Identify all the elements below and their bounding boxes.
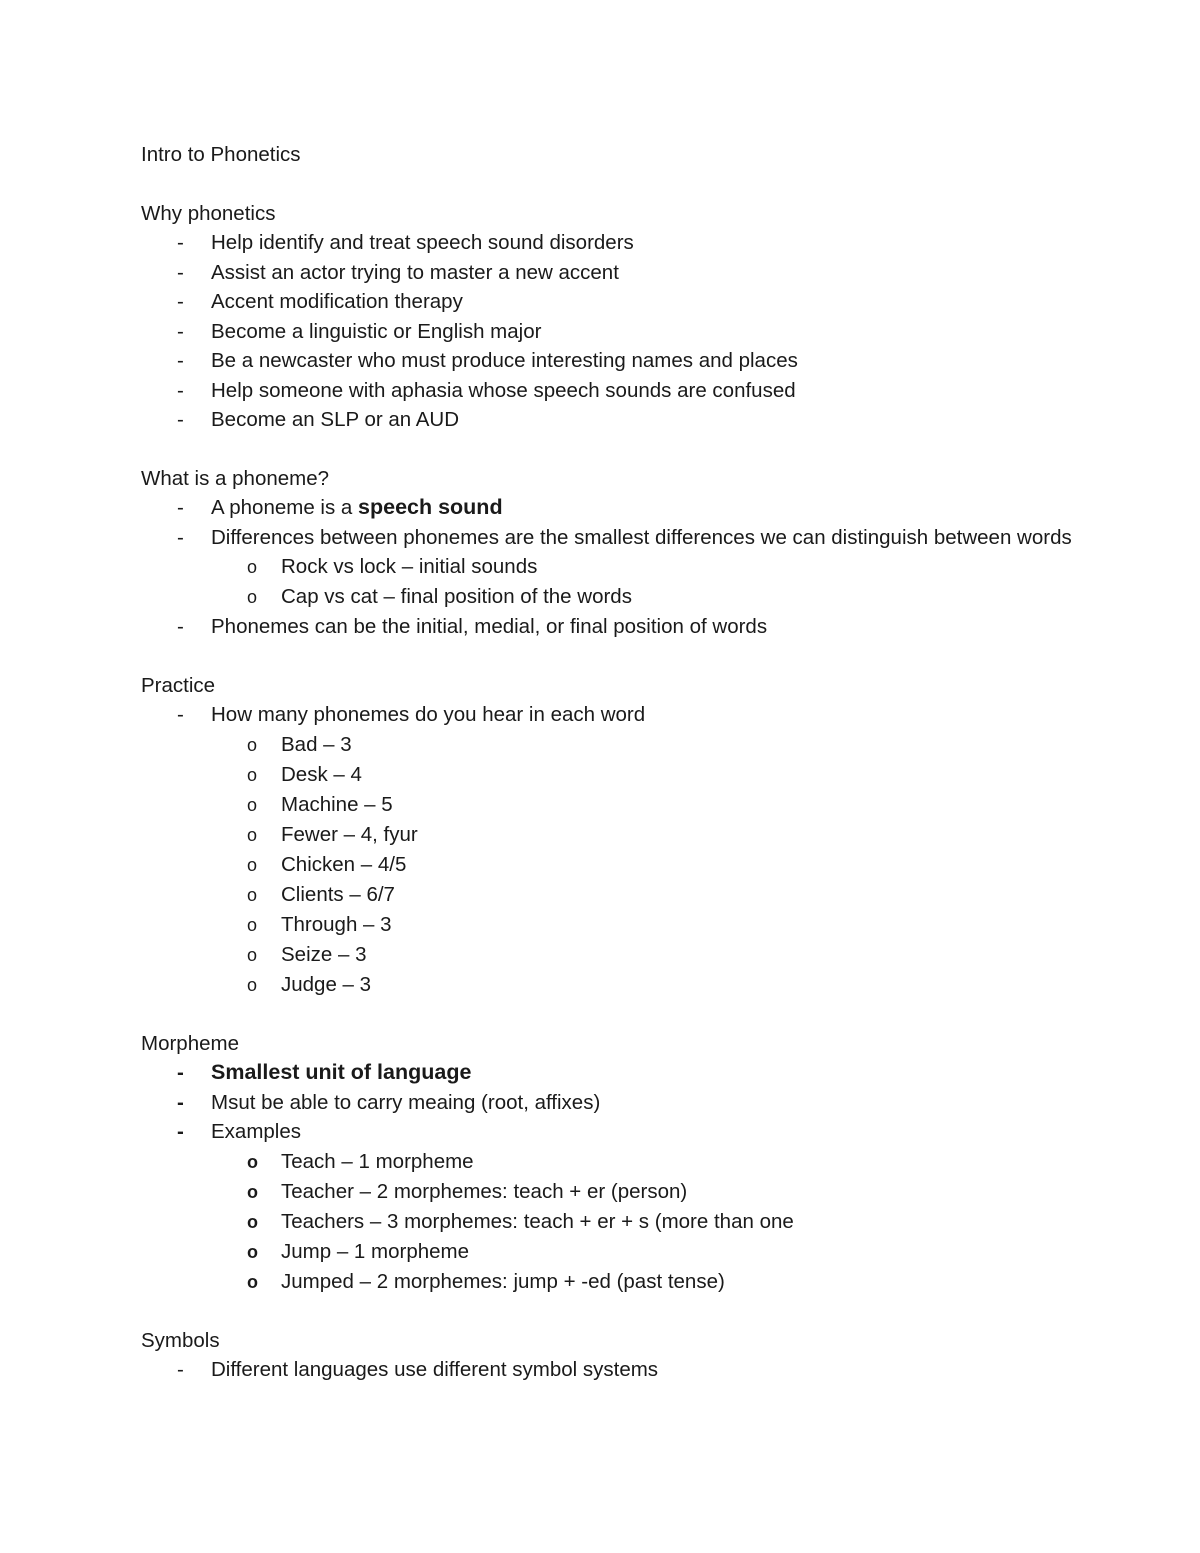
dash-marker: - [177, 260, 184, 284]
list-item-text: Become a linguistic or English major [211, 319, 542, 343]
list-item [141, 1355, 1081, 1385]
bold-term: speech sound [358, 495, 503, 519]
circle-marker: o [247, 914, 258, 935]
dash-marker: - [177, 319, 184, 343]
sub-list-item [211, 582, 1081, 612]
circle-marker: o [247, 1151, 258, 1172]
sub-list-item [211, 850, 1081, 880]
sub-list-item-text: Clients – 6/7 [281, 882, 395, 906]
bullet-list [141, 1058, 1081, 1297]
list-item-text: Differences between phonemes are the smallest differences we can distinguish between words [211, 525, 1072, 549]
list-item [141, 405, 1081, 435]
sub-bullet-list [211, 552, 1081, 612]
sub-list-item-text: Teach – 1 morpheme [281, 1149, 474, 1173]
sub-list-item [211, 940, 1081, 970]
sub-list-item [211, 1177, 1081, 1207]
sub-list-item-text: Machine – 5 [281, 792, 393, 816]
section-heading: Practice [141, 673, 216, 697]
bold-term: Smallest unit of language [211, 1060, 472, 1084]
list-item [141, 258, 1081, 288]
list-item-text: Help someone with aphasia whose speech sounds are confused [211, 378, 796, 402]
list-item-text: Become an SLP or an AUD [211, 408, 460, 431]
section-morpheme [141, 1029, 1081, 1297]
document-title: Intro to Phonetics [141, 143, 301, 166]
sub-list-item [211, 820, 1081, 850]
bullet-list [141, 700, 1081, 1000]
list-item [141, 317, 1081, 347]
dash-marker: - [177, 615, 184, 638]
list-item-text: A phoneme is a [211, 496, 359, 519]
sub-list-item [211, 1237, 1081, 1267]
list-item-text: Phonemes can be the initial, medial, or final position of words [211, 615, 768, 638]
list-item [141, 228, 1081, 258]
sub-list-item [211, 880, 1081, 910]
sub-list-item-text: Desk – 4 [281, 762, 362, 786]
circle-marker: o [247, 734, 258, 755]
list-item-text: Different languages use different symbol systems [211, 1358, 659, 1381]
dash-marker: - [177, 1120, 184, 1143]
dash-marker: - [177, 525, 184, 549]
sub-list-item-text: Jumped – 2 morphemes: jump + -ed (past tense) [281, 1269, 725, 1293]
dash-marker: - [177, 408, 184, 431]
circle-marker: o [247, 557, 258, 577]
sub-list-item [211, 730, 1081, 760]
sub-list-item-text: Judge – 3 [281, 972, 372, 996]
sub-list-item [211, 910, 1081, 940]
sub-list-item-text: Teacher – 2 morphemes: teach + er (person) [281, 1179, 688, 1203]
sub-list-item-text: Bad – 3 [281, 732, 352, 756]
circle-marker: o [247, 884, 258, 905]
sub-list-item-text: Through – 3 [281, 912, 392, 936]
list-item-text: Be a newcaster who must produce interesting names and places [211, 349, 798, 372]
dash-marker: - [177, 349, 184, 372]
dash-marker: - [177, 496, 184, 519]
list-item [141, 1117, 1081, 1297]
circle-marker: o [247, 824, 258, 845]
circle-marker: o [247, 794, 258, 815]
document-page [141, 140, 1081, 1414]
section-why-phonetics [141, 199, 1081, 435]
dash-marker: - [177, 378, 184, 402]
circle-marker: o [247, 587, 258, 607]
list-item [141, 376, 1081, 406]
section-heading: Symbols [141, 1328, 220, 1352]
sub-list-item [211, 1207, 1081, 1237]
sub-list-item-text: Fewer – 4, fyur [281, 822, 418, 846]
sub-bullet-list [211, 1147, 1081, 1297]
list-item [141, 1058, 1081, 1088]
circle-marker: o [247, 974, 258, 995]
dash-marker: - [177, 290, 184, 313]
list-item [141, 612, 1081, 642]
list-item-text: Examples [211, 1120, 302, 1143]
dash-marker: - [177, 1090, 184, 1114]
sub-list-item-text: Cap vs cat – final position of the words [281, 585, 632, 608]
list-item-text: Help identify and treat speech sound disorders [211, 231, 634, 254]
bullet-list [141, 228, 1081, 435]
list-item [141, 523, 1081, 613]
sub-list-item [211, 790, 1081, 820]
section-heading: Why phonetics [141, 201, 276, 225]
section-heading: What is a phoneme? [141, 466, 330, 490]
section-what-is-phoneme [141, 464, 1081, 642]
sub-list-item-text: Seize – 3 [281, 942, 367, 966]
list-item [141, 346, 1081, 376]
bullet-list [141, 1355, 1081, 1385]
list-item [141, 1088, 1081, 1118]
sub-list-item [211, 552, 1081, 582]
sub-list-item-text: Chicken – 4/5 [281, 852, 407, 876]
dash-marker: - [177, 703, 184, 726]
sub-list-item [211, 970, 1081, 1000]
dash-marker: - [177, 1061, 184, 1084]
sub-list-item-text: Rock vs lock – initial sounds [281, 555, 538, 578]
dash-marker: - [177, 231, 184, 254]
circle-marker: o [247, 1181, 258, 1202]
list-item-text: Msut be able to carry meaing (root, affixes) [211, 1090, 601, 1114]
list-item-text: Assist an actor trying to master a new accent [211, 260, 619, 284]
sub-bullet-list [211, 730, 1081, 1000]
sub-list-item-text: Teachers – 3 morphemes: teach + er + s (more than one [281, 1209, 794, 1233]
section-practice [141, 671, 1081, 1000]
sub-list-item [211, 1267, 1081, 1297]
list-item-text: How many phonemes do you hear in each word [211, 703, 646, 726]
section-symbols [141, 1326, 1081, 1385]
list-item [141, 287, 1081, 317]
section-heading: Morpheme [141, 1031, 239, 1055]
sub-list-item [211, 1147, 1081, 1177]
circle-marker: o [247, 1271, 258, 1292]
circle-marker: o [247, 854, 258, 875]
circle-marker: o [247, 764, 258, 785]
bullet-list [141, 493, 1081, 642]
circle-marker: o [247, 944, 258, 965]
list-item [141, 493, 1081, 523]
circle-marker: o [247, 1211, 258, 1232]
list-item [141, 700, 1081, 1000]
dash-marker: - [177, 1358, 184, 1381]
list-item-text: Accent modification therapy [211, 290, 463, 313]
sub-list-item-text: Jump – 1 morpheme [281, 1239, 470, 1263]
sub-list-item [211, 760, 1081, 790]
circle-marker: o [247, 1241, 258, 1262]
